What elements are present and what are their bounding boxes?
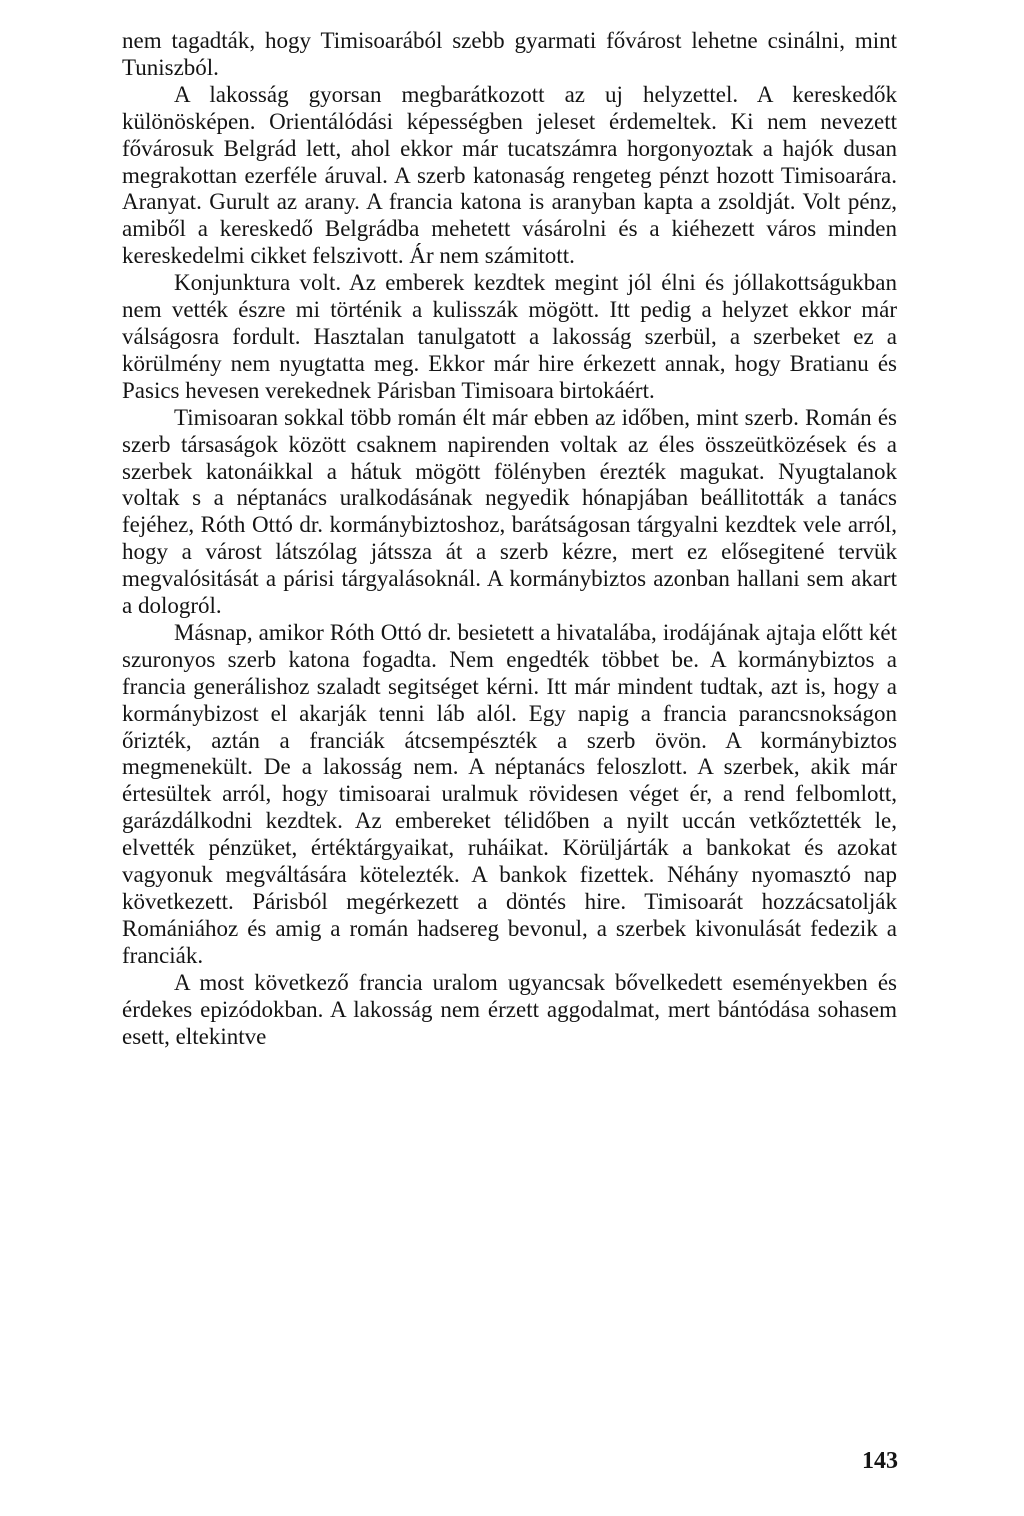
page-number: 143	[862, 1448, 898, 1474]
paragraph: A most következő francia uralom ugyancsak bővelkedett eseményekben és érdekes epizódokban. A lakosság nem érzett aggodalmat, mert bántódása sohasem esett, eltekintve	[122, 969, 897, 1049]
paragraph: Konjunktura volt. Az emberek kezdtek megint jól élni és jóllakottságukban nem vették észre mi történik a kulisszák mögött. Itt pedig a helyzet ekkor már válságosra fordult. Hasztalan tanulgatott a lakosság szerbül, a szerbeket ez a körülmény nem nyugtatta meg. Ekkor már hire érkezett annak, hogy Bratianu és Pasics hevesen verekednek Párisban Timisoara birtokáért.	[122, 270, 897, 403]
paragraph: A lakosság gyorsan megbarátkozott az uj helyzettel. A kereskedők különösképen. Orientálódási képességben jeleset érdemeltek. Ki nem nevezett fővárosuk Belgrád lett, ahol ekkor már tucatszámra horgonyoztak a hajók dusan megrakottan ezerféle áruval. A szerb katonaság rengeteg pénzt hozott Timisoarára. Aranyat. Gurult az arany. A francia katona is aranyban kapta a zsoldját. Volt pénz, amiből a kereskedő Belgrádba mehetett vásárolni és a kiéhezett város minden kereskedelmi cikket felszivott. Ár nem számitott.	[122, 81, 897, 269]
body-text	[122, 28, 897, 1050]
paragraph: Timisoaran sokkal több román élt már ebben az időben, mint szerb. Román és szerb társaságok között csaknem napirenden voltak az éles összeütközések és a szerbek katonáikkal a hátuk mögött fölényben érezték magukat. Nyugtalanok voltak s a néptanács uralkodásának negyedik hónapjában beállitották a tanács fejéhez, Róth Ottó dr. kormánybiztoshoz, barátságosan tárgyalni kezdtek vele arról, hogy a várost látszólag játssza át a szerb kézre, mert ez elősegitené tervük megvalósitását a párisi tárgyalásoknál. A kormánybiztos azonban hallani sem akart a dologról.	[122, 404, 897, 619]
paragraph: nem tagadták, hogy Timisoarából szebb gyarmati fővárost lehetne csinálni, mint Tuniszból.	[122, 28, 897, 80]
paragraph: Másnap, amikor Róth Ottó dr. besietett a hivatalába, irodájának ajtaja előtt két szuronyos szerb katona fogadta. Nem engedték többet be. A kormánybiztos a francia generálishoz szaladt segitséget kérni. Itt már mindent tudtak, azt is, hogy a kormánybizost el akarják tenni láb alól. Egy napig a francia parancsnokságon őrizték, aztán a franciák átcsempészték a szerb övön. A kormánybiztos megmenekült. De a lakosság nem. A néptanács feloszlott. A szerbek, akik már értesültek arról, hogy timisoarai uralmuk rövidesen véget ér, a rend felbomlott, garázdálkodni kezdtek. Az embereket télidőben a nyilt uccán vetkőztették le, elvették pénzüket, értéktárgyaikat, ruháikat. Körüljárták a bankokat és azokat vagyonuk megváltására kötelezték. A bankok fizettek. Néhány nyomasztó nap következett. Párisból megérkezett a döntés hire. Timisoarát hozzácsatolják Romániához és amig a román hadsereg bevonul, a szerbek kivonulását fedezik a franciák.	[122, 619, 897, 968]
